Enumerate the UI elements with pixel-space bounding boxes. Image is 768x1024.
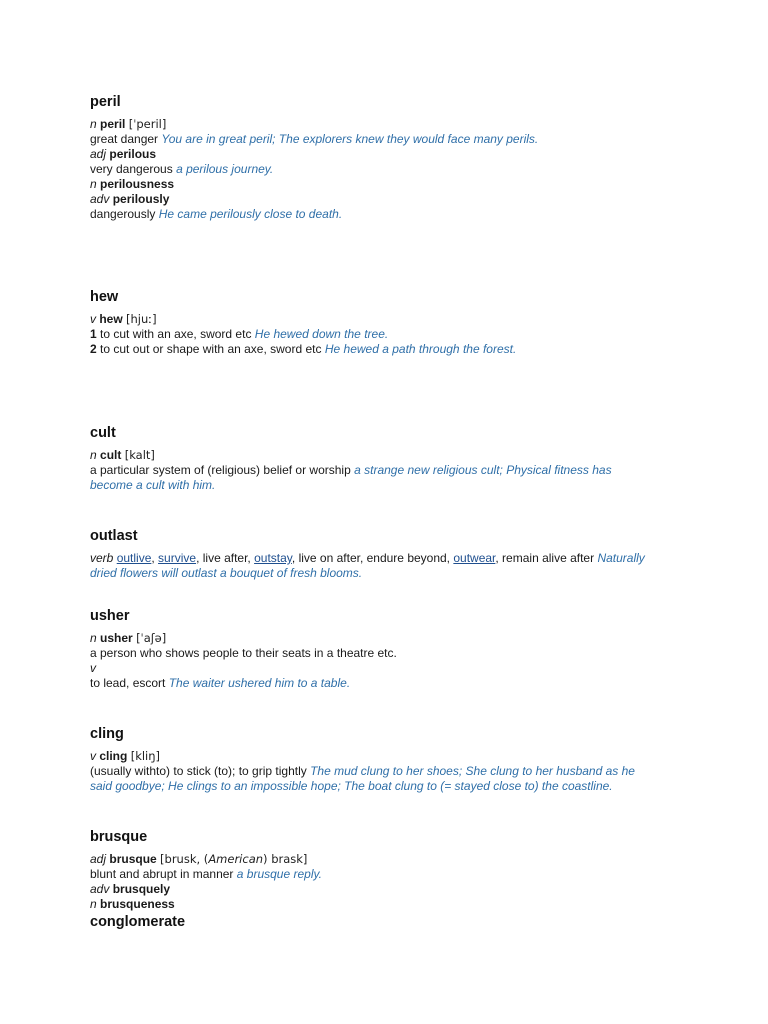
example: He hewed a path through the forest.	[324, 342, 517, 356]
example: a brusque reply.	[236, 867, 322, 881]
synonym-line-continued	[90, 566, 690, 581]
headword: usher	[90, 608, 130, 624]
pronunciation: [hjuː]	[126, 312, 157, 326]
pos-line	[90, 192, 690, 207]
entry-cling	[90, 725, 690, 794]
definition-line	[90, 676, 690, 691]
example: The waiter ushered him to a table.	[168, 676, 351, 690]
entry-cult	[90, 424, 690, 493]
word-form: perilously	[112, 192, 170, 206]
synonym-link-outwear[interactable]: outwear	[453, 551, 496, 565]
entry-conglomerate	[90, 913, 690, 937]
sense-line	[90, 327, 690, 342]
definition: to cut out or shape with an axe, sword etc	[100, 342, 322, 356]
example: The mud clung to her shoes; She clung to her husband as he	[310, 764, 635, 778]
definition-line	[90, 132, 690, 147]
headword: cling	[90, 726, 124, 742]
pronunciation-part: ) brask]	[263, 852, 308, 866]
separator: ,	[151, 551, 159, 565]
word-form: cult	[100, 448, 122, 462]
headword: brusque	[90, 829, 148, 845]
headword: cult	[90, 425, 116, 441]
word-form: hew	[99, 312, 123, 326]
pos-line	[90, 897, 690, 912]
sense-number: 1	[90, 327, 97, 341]
synonym-line	[90, 551, 690, 566]
part-of-speech: adv	[90, 882, 110, 896]
entry-peril	[90, 93, 690, 222]
part-of-speech: verb	[90, 551, 114, 565]
pronunciation: [ˈperil]	[128, 117, 167, 131]
example: Naturally	[597, 551, 645, 565]
pos-line	[90, 882, 690, 897]
pos-line	[90, 749, 690, 764]
headword: peril	[90, 94, 121, 110]
word-form: cling	[99, 749, 128, 763]
definition-line-continued	[90, 779, 690, 794]
definition: to cut with an axe, sword etc	[100, 327, 252, 341]
part-of-speech: n	[90, 177, 97, 191]
part-of-speech: v	[90, 749, 96, 763]
pos-line	[90, 448, 690, 463]
definition-line-continued	[90, 478, 690, 493]
definition-line	[90, 463, 690, 478]
pronunciation: [ˈaʃə]	[136, 631, 167, 645]
pos-line	[90, 177, 690, 192]
part-of-speech: v	[90, 312, 96, 326]
definition: very dangerous	[90, 162, 173, 176]
definition-line	[90, 867, 690, 882]
part-of-speech: v	[90, 661, 96, 675]
word-form: peril	[100, 117, 126, 131]
word-form: usher	[100, 631, 133, 645]
definition: great danger	[90, 132, 159, 146]
example: said goodbye; He clings to an impossible hope; The boat clung to (= stayed close to) the coastline.	[90, 779, 613, 793]
sense-number: 2	[90, 342, 97, 356]
definition-line	[90, 764, 690, 779]
word-form: perilousness	[100, 177, 175, 191]
definition: dangerously	[90, 207, 156, 221]
entry-hew	[90, 288, 690, 357]
example: You are in great peril; The explorers knew they would face many perils.	[161, 132, 539, 146]
entry-usher	[90, 607, 690, 691]
synonym-link-survive[interactable]: survive	[158, 551, 197, 565]
example: become a cult with him.	[90, 478, 216, 492]
pos-line	[90, 147, 690, 162]
pos-line	[90, 631, 690, 646]
definition: blunt and abrupt in manner	[90, 867, 234, 881]
word-form: perilous	[109, 147, 157, 161]
word-form: brusquely	[112, 882, 171, 896]
separator: , remain alive after	[495, 551, 595, 565]
synonym-link-outstay[interactable]: outstay	[254, 551, 292, 565]
pronunciation	[160, 852, 307, 866]
example: He came perilously close to death.	[158, 207, 343, 221]
part-of-speech: adv	[90, 192, 110, 206]
word-form: brusqueness	[100, 897, 175, 911]
pronunciation-region: American	[208, 852, 264, 866]
pos-line	[90, 852, 690, 867]
definition-line	[90, 162, 690, 177]
part-of-speech: n	[90, 631, 97, 645]
word-form: brusque	[109, 852, 157, 866]
pos-line	[90, 312, 690, 327]
part-of-speech: adj	[90, 852, 107, 866]
part-of-speech: adj	[90, 147, 107, 161]
separator: , live after,	[196, 551, 255, 565]
pronunciation: [kliŋ]	[130, 749, 161, 763]
pronunciation: [kalt]	[124, 448, 155, 462]
example: a perilous journey.	[176, 162, 274, 176]
definition-line	[90, 207, 690, 222]
sense-line	[90, 342, 690, 357]
pronunciation-part: [brusk, (	[160, 852, 209, 866]
definition: a person who shows people to their seats in a theatre etc.	[90, 646, 397, 660]
part-of-speech: n	[90, 897, 97, 911]
example: a strange new religious cult; Physical fitness has	[354, 463, 612, 477]
pos-line	[90, 661, 690, 676]
headword: conglomerate	[90, 914, 186, 930]
part-of-speech: n	[90, 117, 97, 131]
definition: to lead, escort	[90, 676, 166, 690]
headword: hew	[90, 289, 119, 305]
definition: (usually withto) to stick (to); to grip tightly	[90, 764, 307, 778]
example: dried flowers will outlast a bouquet of fresh blooms.	[90, 566, 363, 580]
definition: a particular system of (religious) belief or worship	[90, 463, 351, 477]
headword: outlast	[90, 528, 138, 544]
part-of-speech: n	[90, 448, 97, 462]
separator: , live on after, endure beyond,	[291, 551, 454, 565]
example: He hewed down the tree.	[254, 327, 389, 341]
entry-brusque	[90, 828, 690, 912]
entry-outlast	[90, 527, 690, 581]
synonym-link-outlive[interactable]: outlive	[116, 551, 152, 565]
definition-line	[90, 646, 690, 661]
pos-line	[90, 117, 690, 132]
